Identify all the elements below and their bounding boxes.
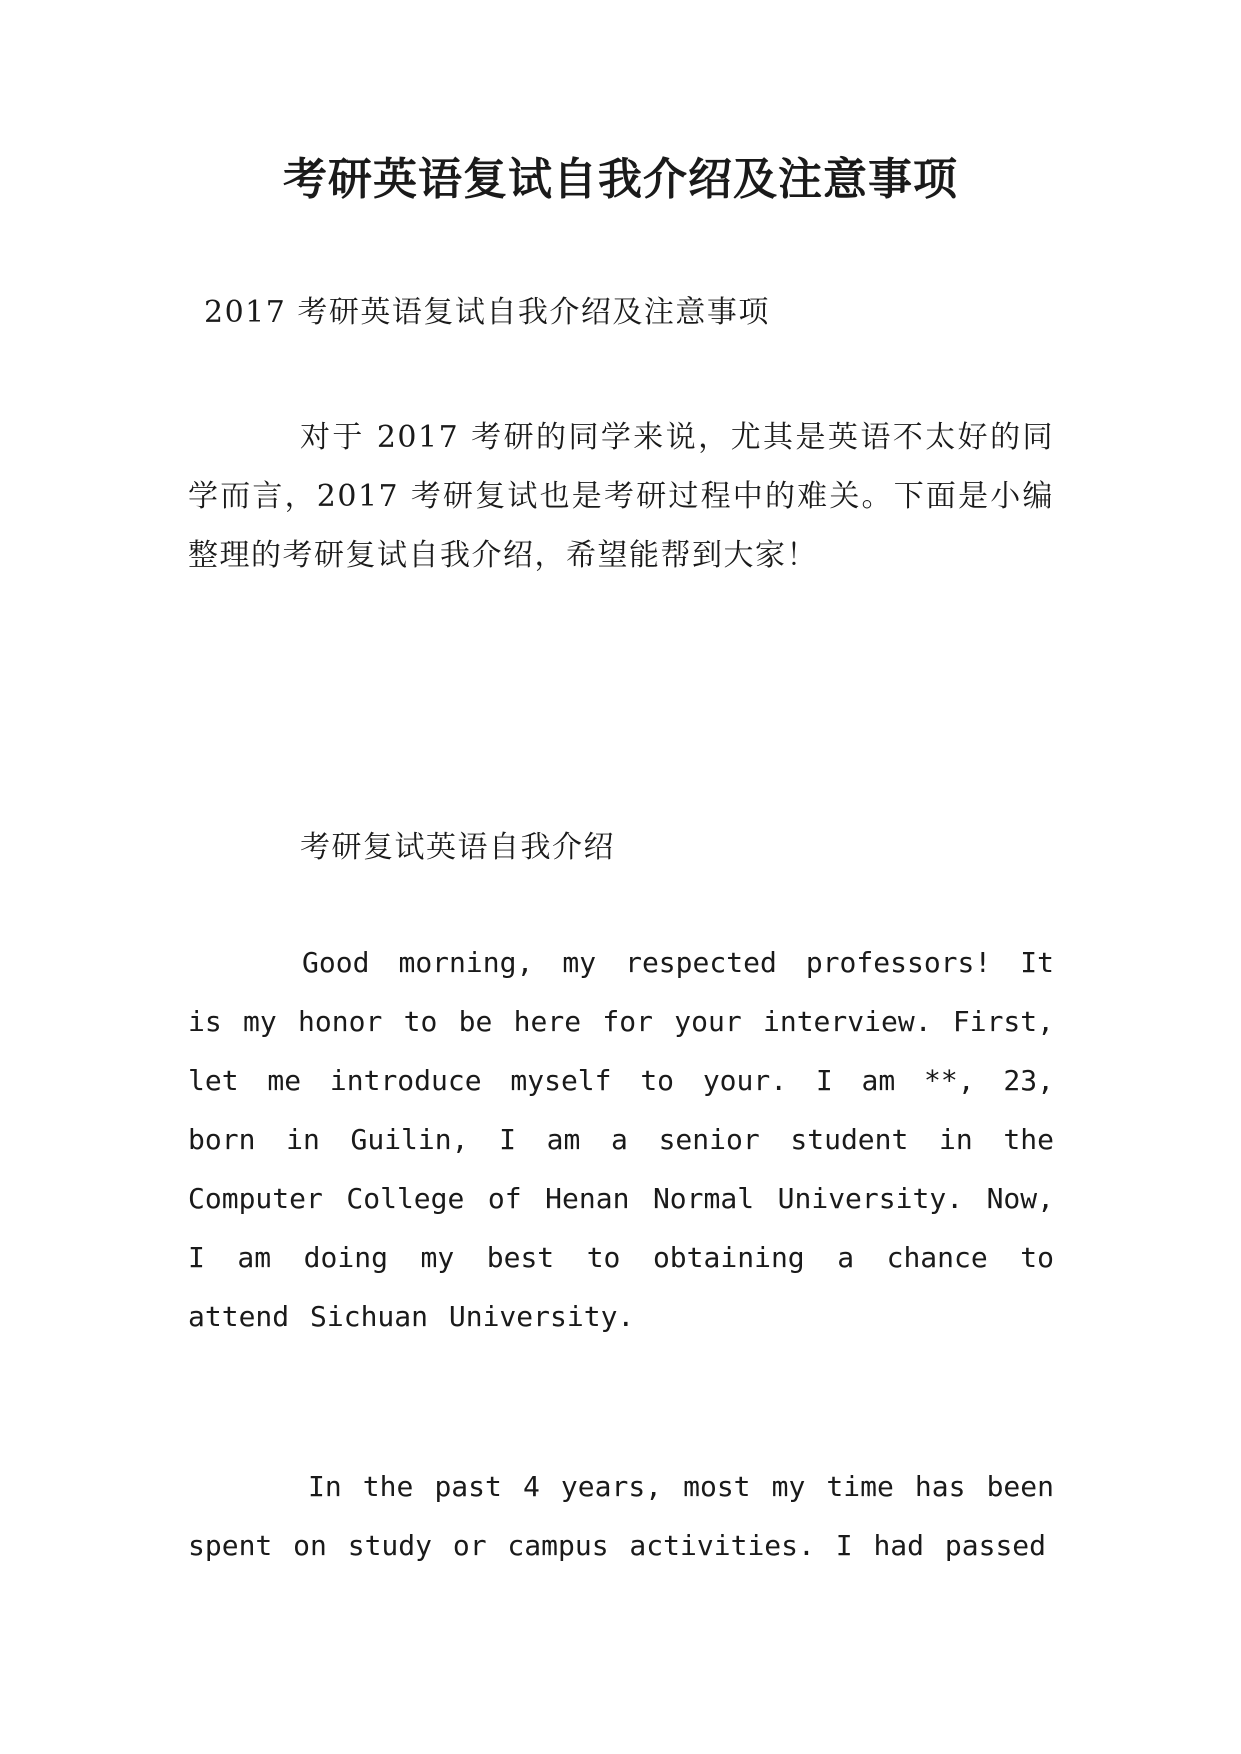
document-title: 考研英语复试自我介绍及注意事项 [283,154,958,205]
body-paragraph-1: Good morning, my respected professors! It is my honor to be here for your interview. First, let me introduce myself to your. I am **, 23, born in Guilin, I am a senior student in the Computer College of Henan Normal University. Now, I am doing my best to obtaining a chance to attend Sichuan University. [188,946,1054,1333]
section-heading: 考研复试英语自我介绍 [300,830,615,865]
intro-paragraph: 对于 2017 考研的同学来说，尤其是英语不太好的同学而言，2017 考研复试也是考研过程中的难关。下面是小编整理的考研复试自我介绍，希望能帮到大家！ [188,420,1054,573]
body-paragraph-2: In the past 4 years, most my time has been spent on study or campus activities. I had passed [188,1470,1054,1562]
document-subtitle: 2017 考研英语复试自我介绍及注意事项 [204,295,770,330]
